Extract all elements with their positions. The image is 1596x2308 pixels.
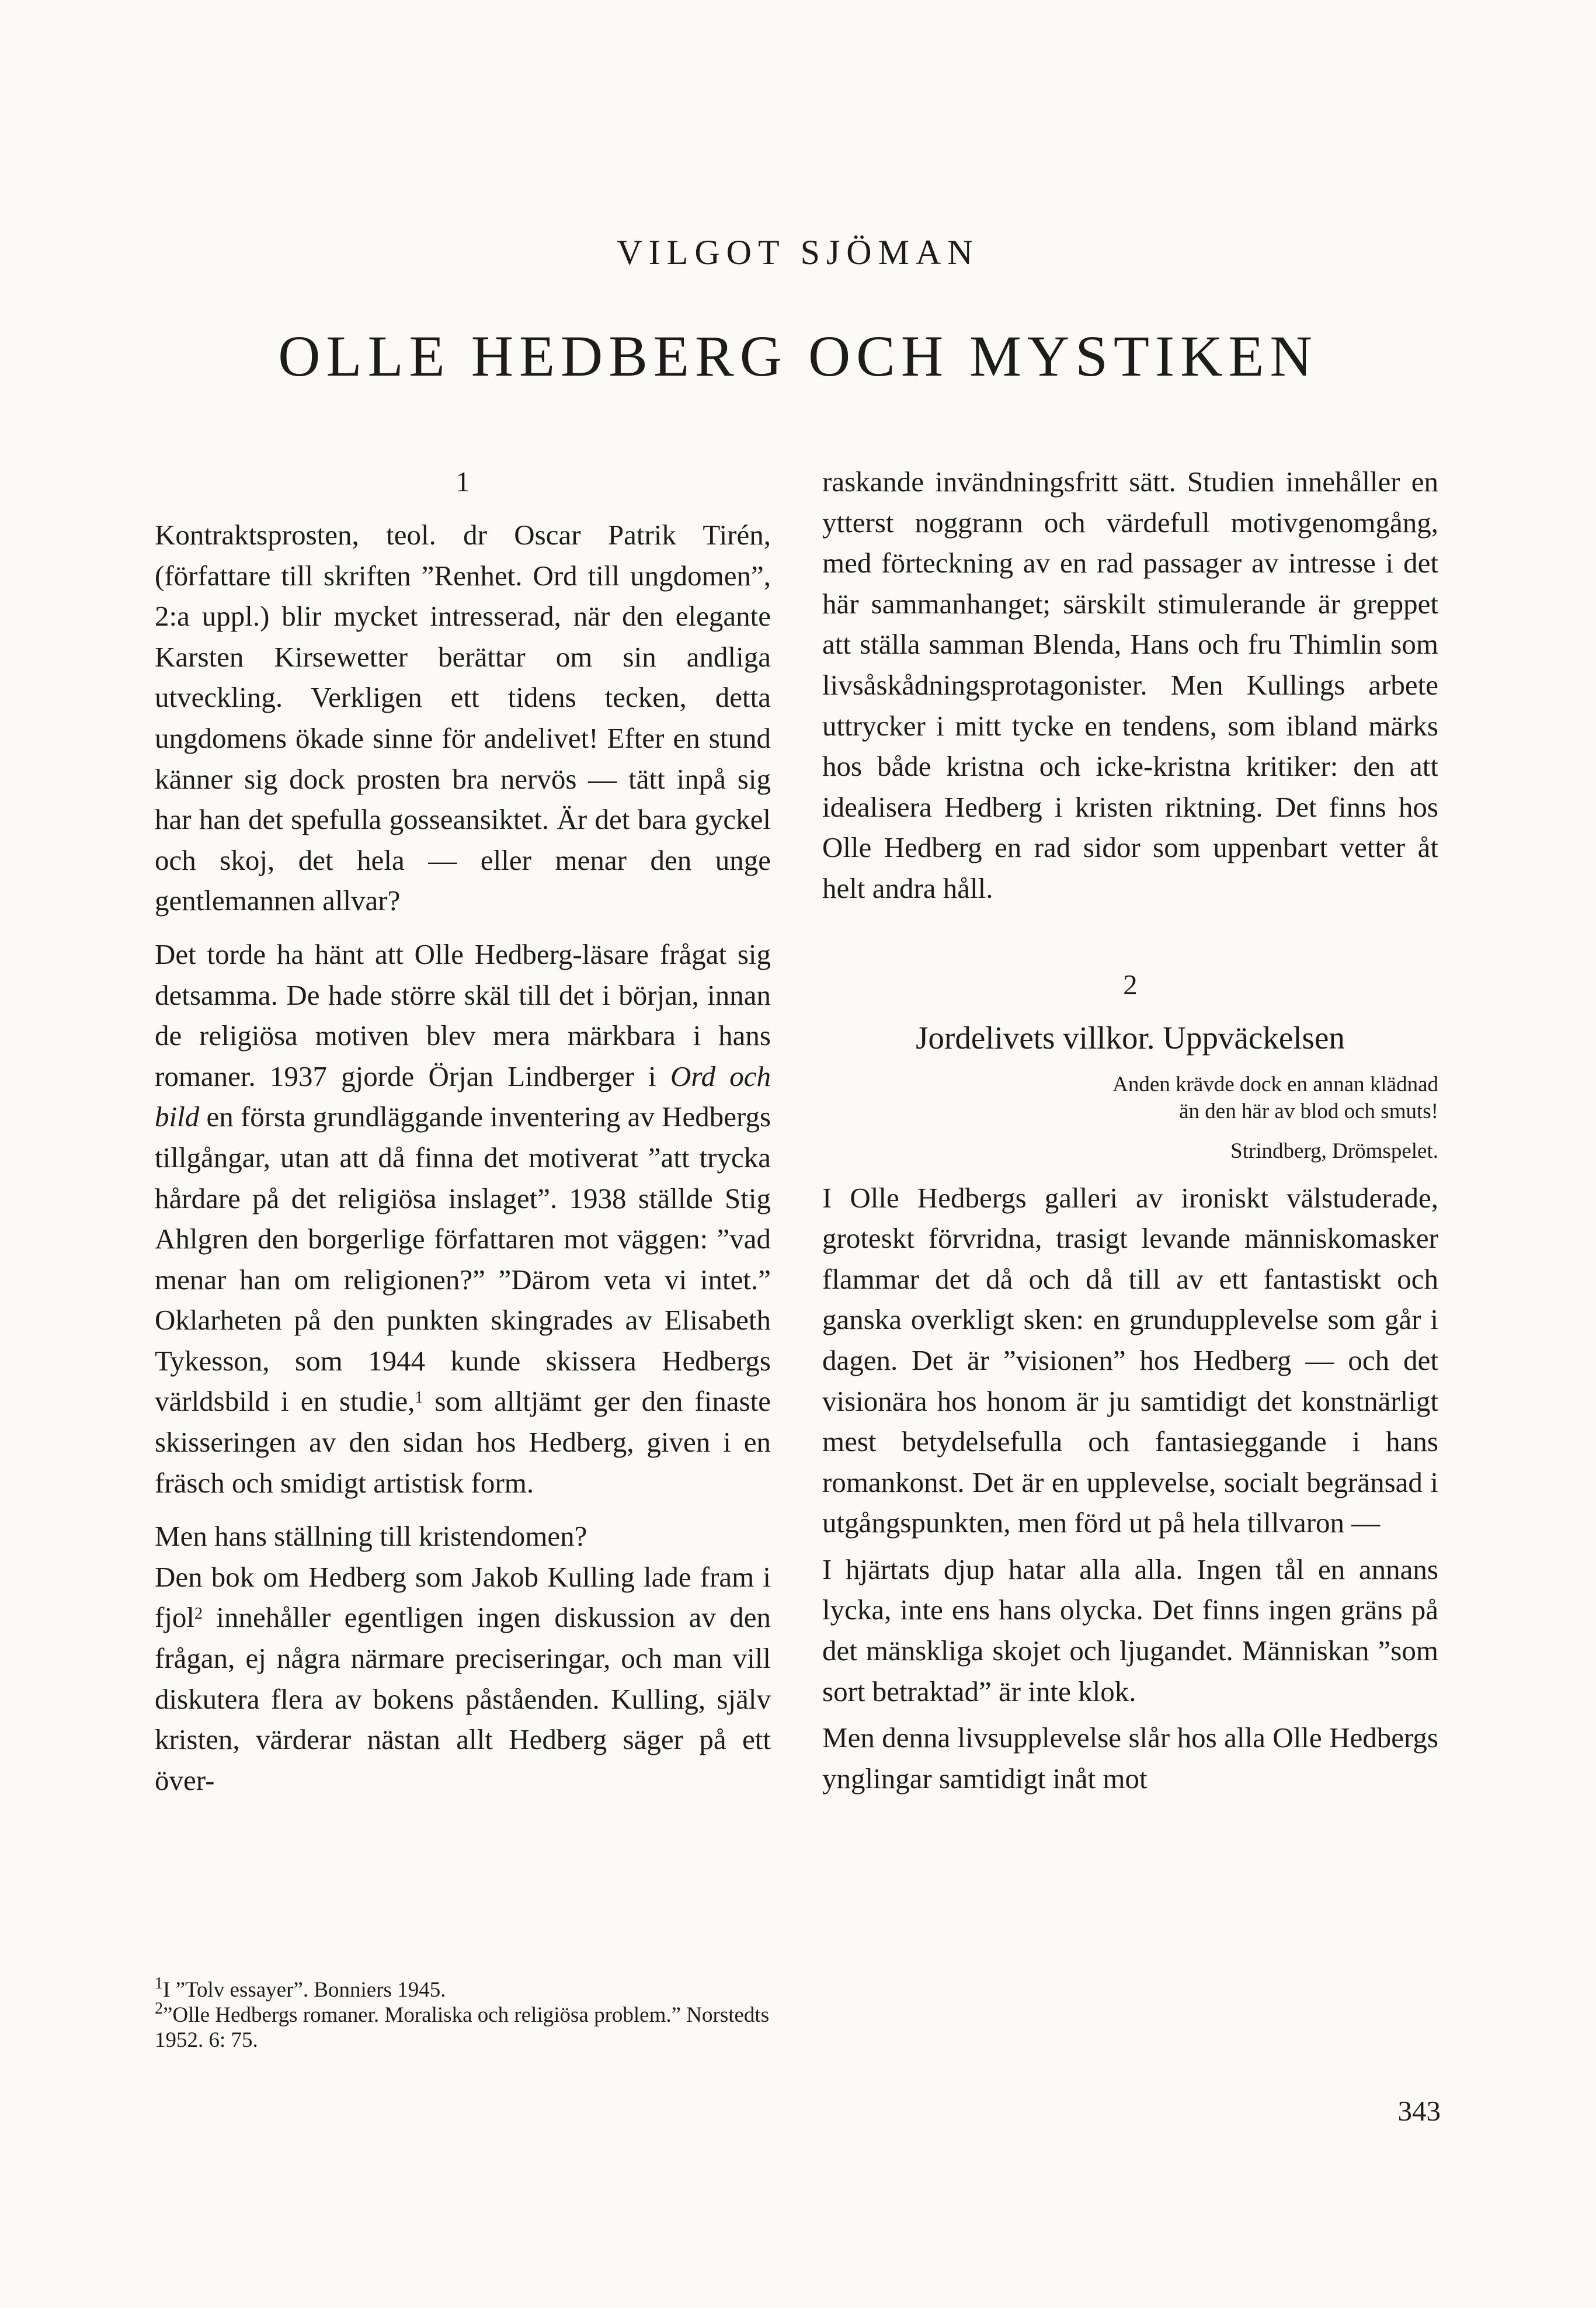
author-name: VILGOT SJÖMAN xyxy=(617,233,979,272)
article-title: OLLE HEDBERG OCH MYSTIKEN xyxy=(278,324,1318,388)
footnote: $^1$I ”Tolv essayer”. Bonniers 1945. xyxy=(155,1974,446,2002)
section-heading: Jordelivets villkor. Uppväckelsen xyxy=(916,1019,1345,1056)
paragraph: Men hans ställning till kristendomen? xyxy=(155,1520,587,1553)
section-number: 2 xyxy=(1123,968,1138,1001)
paragraph: I Olle Hedbergs galleri av ironiskt välstuderade, groteskt förvridna, trasigt levande människomasker flammar det då och då till av ett fantastiskt och ganska overkligt sken: en grundupplevelse som går i dagen. Det är ”visionen” hos Hedberg — och det visionära hos honom är ju samtidigt det konstnärligt mest betydelsefulla och fantasieggande i hans romankonst. Det är en upplevelse, socialt begränsad i utgångspunkten, men förd ut på hela tillvaron — xyxy=(822,1181,1438,1539)
footnote: $^2$”Olle Hedbergs romaner. Moraliska och religiösa problem.” Norstedts 1952. 6: 75. xyxy=(155,2000,770,2052)
section-number: 1 xyxy=(455,466,470,498)
epigraph-line: Anden krävde dock en annan klädnad xyxy=(1112,1072,1438,1096)
italic-title: Ord och bild xyxy=(155,1060,771,1133)
footnotes xyxy=(155,1974,771,2053)
footnote-ref: 2 xyxy=(194,1605,203,1623)
paragraph: Kontraktsprosten, teol. dr Oscar Patrik Tirén, (författare till skriften ”Renhet. Ord till ungdomen”, 2:a uppl.) blir mycket intresserad, när den elegante Karsten Kirsewetter berättar om sin andliga utveckling. Verkligen ett tidens tecken, detta ungdomens ökade sinne för andelivet! Efter en stund känner sig dock prosten bra nervös — tätt inpå sig har han det spefulla gosseansiktet. Är det bara gyckel och skoj, det hela — eller menar den unge gentlemannen allvar? xyxy=(155,519,771,917)
footnote-ref: 1 xyxy=(415,1389,423,1407)
paragraph: Men denna livsupplevelse slår hos alla Olle Hedbergs ynglingar samtidigt inåt mot xyxy=(822,1722,1438,1795)
paragraph: I hjärtats djup hatar alla alla. Ingen tål en annans lycka, inte ens hans olycka. Det finns ingen gräns på det mänskliga skojet och ljugandet. Människan ”som sort betraktad” är inte klok. xyxy=(822,1553,1438,1707)
left-column xyxy=(155,461,771,1800)
paragraph: Det torde ha hänt att Olle Hedberg-läsare frågat sig detsamma. De hade större skäl till det i början, innan de religiösa motiven blev mera märkbara i hans romaner. 1937 gjorde Örjan Lindberger i Ord och bild en första grundläggande inventering av Hedbergs tillgångar, utan att då finna det motiverat ”att trycka hårdare på det religiösa inslaget”. 1938 ställde Stig Ahlgren den borgerlige författaren mot väggen: ”vad menar han om religionen?” ”Därom veta vi intet.” Oklarheten på den punkten skingrades av Elisabeth Tykesson, som 1944 kunde skissera Hedbergs världsbild i en studie,$^1$ som alltjämt ger den finaste skisseringen av den sidan hos Hedberg, given i en fräsch och smidigt artistisk form. xyxy=(155,938,771,1499)
page-number: 343 xyxy=(1397,2095,1441,2127)
paragraph-continued: raskande invändningsfritt sätt. Studien innehåller en ytterst noggrann och värdefull motivgenomgång, med förteckning av en rad passager av intresse i det här sammanhanget; särskilt stimulerande är greppet att ställa samman Blenda, Hans och fru Thimlin som livsåskådningsprotagonister. Men Kullings arbete uttrycker i mitt tycke en tendens, som ibland märks hos både kristna och icke-kristna kritiker: den att idealisera Hedberg i kristen riktning. Det finns hos Olle Hedberg en rad sidor som uppenbart vetter åt helt andra håll. xyxy=(822,466,1438,904)
right-column xyxy=(822,461,1438,1799)
epigraph-line: än den här av blod och smuts! xyxy=(1179,1099,1438,1123)
epigraph-source: Strindberg, Drömspelet. xyxy=(1230,1139,1438,1163)
paragraph: Den bok om Hedberg som Jakob Kulling lade fram i fjol$^2$ innehåller egentligen ingen diskussion av den frågan, ej några närmare preciseringar, och man vill diskutera flera av bokens påståenden. Kulling, själv kristen, värderar nästan allt Hedberg säger på ett över- xyxy=(155,1560,771,1796)
